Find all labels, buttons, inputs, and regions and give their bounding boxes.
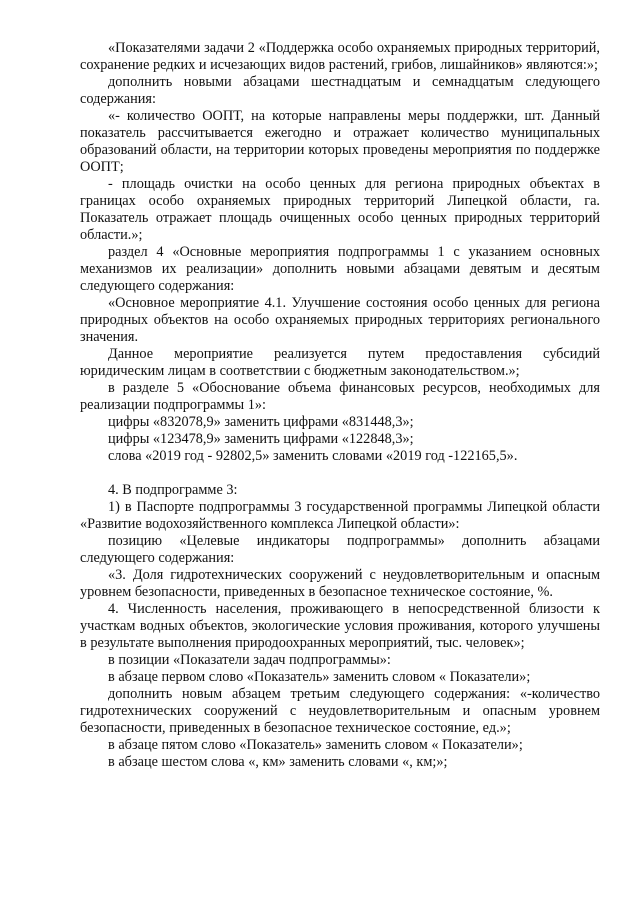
paragraph-5: раздел 4 «Основные мероприятия подпрограммы 1 с указанием основных механизмов их реализации» дополнить новыми абзацами девятым и десятым следующего содержания:	[80, 244, 600, 294]
section-gap	[80, 465, 600, 482]
paragraph-1: «Показателями задачи 2 «Поддержка особо охраняемых природных территорий, сохранение редких и исчезающих видов растений, грибов, лишайников» являются:»;	[80, 40, 600, 73]
paragraph-17: в абзаце первом слово «Показатель» заменить словом « Показатели»;	[108, 669, 531, 685]
section-heading: 4. В подпрограмме 3:	[108, 482, 238, 498]
paragraph-2: дополнить новыми абзацами шестнадцатым и семнадцатым следующего содержания:	[80, 74, 600, 107]
paragraph-4: - площадь очистки на особо ценных для региона природных объектах в границах особо охраняемых природных территорий Липецкой области, га. Показатель отражает площадь очищенных особо ценных природных территорий области.»;	[80, 176, 600, 243]
paragraph-6: «Основное мероприятие 4.1. Улучшение состояния особо ценных для региона природных объектов на особо охраняемых природных территориях регионального значения.	[80, 295, 600, 345]
paragraph-19: в абзаце пятом слово «Показатель» заменить словом « Показатели»;	[108, 737, 523, 753]
paragraph-9: цифры «832078,9» заменить цифрами «831448,3»;	[108, 414, 414, 430]
paragraph-10: цифры «123478,9» заменить цифрами «122848,3»;	[108, 431, 414, 447]
paragraph-8: в разделе 5 «Обоснование объема финансовых ресурсов, необходимых для реализации подпрограммы 1»:	[80, 380, 600, 413]
paragraph-7: Данное мероприятие реализуется путем предоставления субсидий юридическим лицам в соответствии с бюджетным законодательством.»;	[80, 346, 600, 379]
paragraph-14: «3. Доля гидротехнических сооружений с неудовлетворительным и опасным уровнем безопасности, приведенных в безопасное техническое состояние, %.	[80, 567, 600, 600]
paragraph-18: дополнить новым абзацем третьим следующего содержания: «-количество гидротехнических сооружений с неудовлетворительным и опасным уровнем безопасности, приведенных в безопасное техническое состояние, ед.»;	[80, 686, 600, 736]
paragraph-15: 4. Численность населения, проживающего в непосредственной близости к участкам водных объектов, экологические условия проживания, которого улучшены в результате выполнения природоохранных мероприятий, тыс. человек»;	[80, 601, 600, 651]
paragraph-3: «- количество ООПТ, на которые направлены меры поддержки, шт. Данный показатель рассчитывается ежегодно и отражает количество муниципальных образований области, на территории которых проведены мероприятия по поддержке ООПТ;	[80, 108, 600, 175]
paragraph-11: слова «2019 год - 92802,5» заменить словами «2019 год -122165,5».	[108, 448, 518, 464]
paragraph-20: в абзаце шестом слова «, км» заменить словами «, км;»;	[108, 754, 448, 770]
paragraph-16: в позиции «Показатели задач подпрограммы»:	[108, 652, 391, 668]
paragraph-12: 1) в Паспорте подпрограммы 3 государственной программы Липецкой области «Развитие водохозяйственного комплекса Липецкой области»:	[80, 499, 600, 532]
paragraph-13: позицию «Целевые индикаторы подпрограммы» дополнить абзацами следующего содержания:	[80, 533, 600, 566]
document-page	[80, 40, 600, 771]
